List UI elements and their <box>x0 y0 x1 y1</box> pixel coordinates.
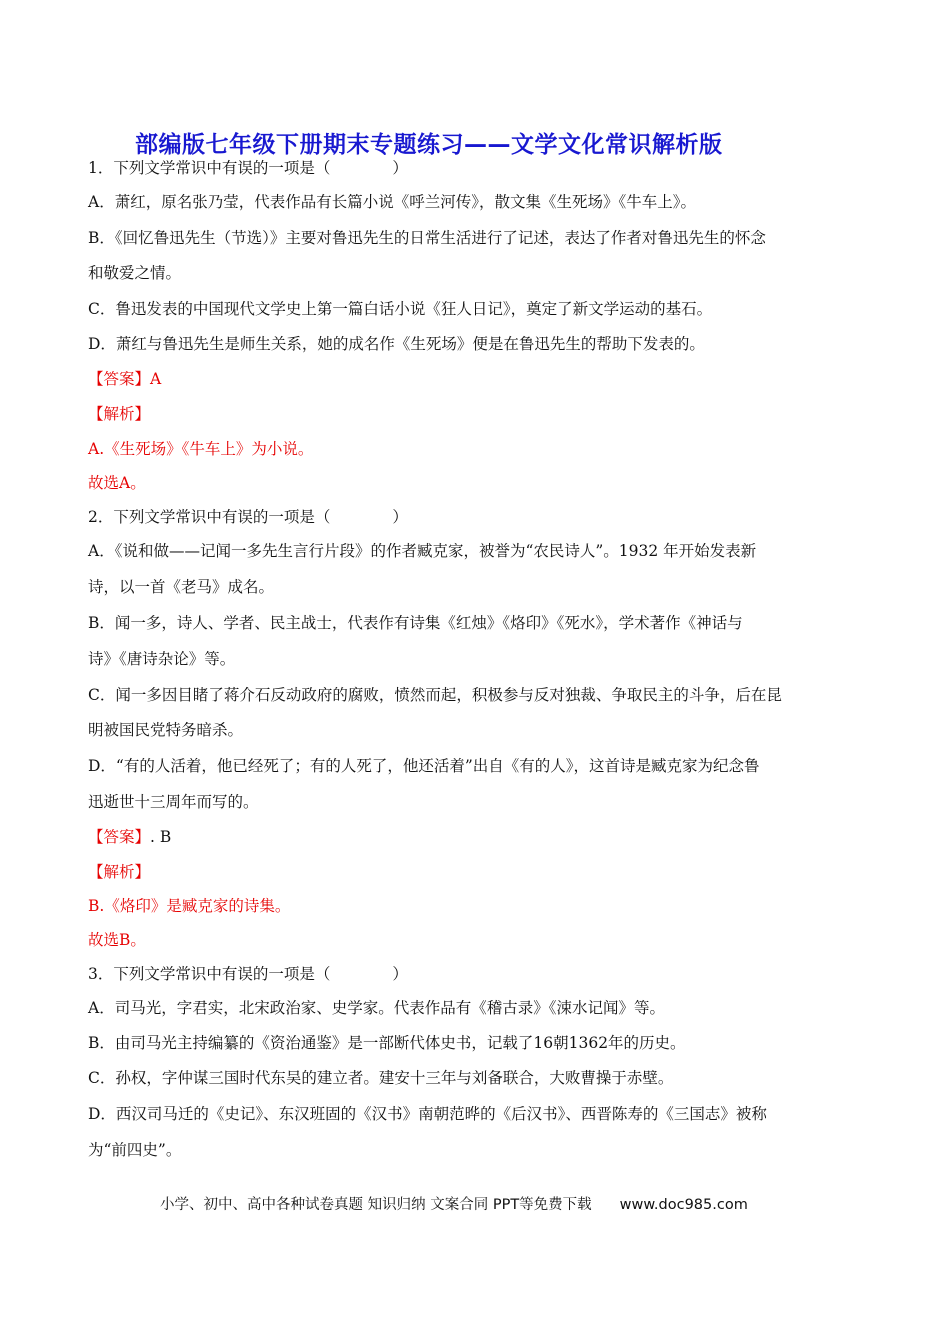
answer-value: . B <box>150 828 172 846</box>
q2-answer <box>88 827 868 847</box>
q2-option-c: C．闻一多因目睹了蒋介石反动政府的腐败，愤然而起，积极参与反对独裁、争取民主的斗争，后在昆 <box>88 686 782 704</box>
q2-option-b: B．闻一多，诗人、学者、民主战士，代表作有诗集《红烛》《烙印》《死水》，学术著作《神话与 <box>88 614 743 632</box>
q1-analysis: A.《生死场》《牛车上》为小说。 <box>88 440 314 458</box>
q2-stem: 2．下列文学常识中有误的一项是（ ） <box>88 508 408 526</box>
q3-option-d: D．西汉司马迁的《史记》、东汉班固的《汉书》南朝范晔的《后汉书》、西晋陈寿的《三国志》被称 <box>88 1105 767 1123</box>
q2-option-a: A．《说和做——记闻一多先生言行片段》的作者臧克家，被誉为“农民诗人”。1932 年开始发表新 <box>88 542 757 560</box>
answer-value: A <box>150 370 162 388</box>
q1-conclusion: 故选A。 <box>88 474 146 492</box>
q1-stem: 1．下列文学常识中有误的一项是（ ） <box>88 159 408 177</box>
answer-tag: 【答案】 <box>88 828 151 846</box>
q2-analysis-tag <box>88 862 868 882</box>
q2-analysis: B.《烙印》是臧克家的诗集。 <box>88 897 291 915</box>
answer-tag: 【答案】 <box>88 370 151 388</box>
q3-option-a: A．司马光，字君实，北宋政治家、史学家。代表作品有《稽古录》《涑水记闻》等。 <box>88 999 665 1017</box>
q2-option-d: D．“有的人活着，他已经死了；有的人死了，他还活着”出自《有的人》，这首诗是臧克家为纪念鲁 <box>88 757 760 775</box>
q2-option-b-cont: 诗》《唐诗杂论》等。 <box>88 650 236 668</box>
q2-option-d-cont: 迅逝世十三周年而写的。 <box>88 793 259 811</box>
q2-option-a-cont: 诗，以一首《老马》成名。 <box>88 578 275 596</box>
q3-option-c: C．孙权，字仲谋三国时代东吴的建立者。建安十三年与刘备联合，大败曹操于赤壁。 <box>88 1069 674 1087</box>
q1-option-d: D．萧红与鲁迅先生是师生关系，她的成名作《生死场》便是在鲁迅先生的帮助下发表的。 <box>88 335 705 353</box>
q3-stem: 3．下列文学常识中有误的一项是（ ） <box>88 965 408 983</box>
q3-option-d-cont: 为“前四史”。 <box>88 1141 182 1159</box>
q1-option-b-cont: 和敬爱之情。 <box>88 264 182 282</box>
q1-option-b: B．《回忆鲁迅先生（节选）》主要对鲁迅先生的日常生活进行了记述，表达了作者对鲁迅先生的怀念 <box>88 229 766 247</box>
analysis-tag: 【解析】 <box>88 405 151 423</box>
q1-answer <box>88 369 868 389</box>
page-footer <box>160 1193 860 1214</box>
footer-link[interactable]: www.doc985.com <box>619 1197 748 1213</box>
q1-option-c: C．鲁迅发表的中国现代文学史上第一篇白话小说《狂人日记》，奠定了新文学运动的基石。 <box>88 300 713 318</box>
q1-analysis-tag <box>88 404 868 424</box>
q3-option-b: B．由司马光主持编纂的《资治通鉴》是一部断代体史书，记载了16朝1362年的历史。 <box>88 1034 686 1052</box>
q2-option-c-cont: 明被国民党特务暗杀。 <box>88 721 244 739</box>
footer-text: 小学、初中、高中各种试卷真题 知识归纳 文案合同 PPT等免费下载 <box>160 1197 592 1213</box>
page-title: 部编版七年级下册期末专题练习——文学文化常识解析版 <box>135 132 723 158</box>
q2-conclusion: 故选B。 <box>88 931 146 949</box>
q1-option-a: A．萧红，原名张乃莹，代表作品有长篇小说《呼兰河传》，散文集《生死场》《牛车上》。 <box>88 193 696 211</box>
analysis-tag: 【解析】 <box>88 863 151 881</box>
